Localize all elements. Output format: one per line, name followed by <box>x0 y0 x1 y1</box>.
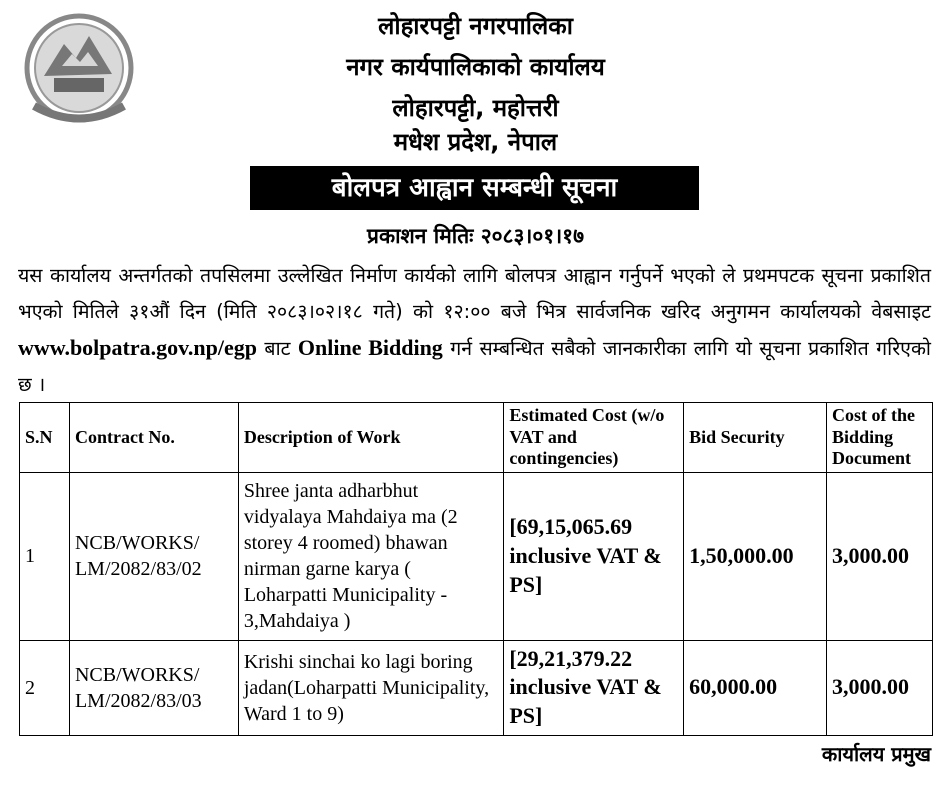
government-emblem-icon <box>14 6 144 136</box>
row-estimate: [29,21,379.22 inclusive VAT & PS] <box>504 640 684 735</box>
office-name: नगर कार्यपालिकाको कार्यालय <box>346 53 605 81</box>
office-location: लोहारपट्टी, महोत्तरी <box>392 94 559 122</box>
website-link[interactable]: www.bolpatra.gov.np/egp <box>18 335 257 360</box>
body-text-2: बाट <box>257 337 298 360</box>
row-contract: NCB/WORKS/ LM/2082/83/03 <box>69 640 238 735</box>
online-bidding-text: Online Bidding <box>297 335 443 360</box>
row-description: Shree janta adharbhut vidyalaya Mahdaiya ma (2 storey 4 roomed) bhawan nirman garne karya ( Loharpatti Municipality - 3,Mahdaiya ) <box>238 472 504 640</box>
header-doc-cost: Cost of the Bidding Document <box>827 403 933 473</box>
body-text-3: गर्न सम्बन्धित सबैको जानकारीका लागि यो सूचना प्रकाशित गरिएको छ । <box>18 337 931 396</box>
row-doc-cost: 3,000.00 <box>827 640 933 735</box>
row-sn: 2 <box>20 640 70 735</box>
row-sn: 1 <box>20 472 70 640</box>
body-text-1: यस कार्यालय अन्तर्गतको तपसिलमा उल्लेखित निर्माण कार्यको लागि बोलपत्र आह्वान गर्नुपर्ने भएको ले प्रथमपटक सूचना प्रकाशित भएको मितिले ३१औं दिन (मिति २०८३।०२।१८ गते) को १२:०० बजे भित्र सार्वजनिक खरिद अनुगमन कार्यालयको वेबसाइट <box>18 264 931 323</box>
header-contract: Contract No. <box>69 403 238 473</box>
municipality-name: लोहारपट्टी नगरपालिका <box>378 12 573 40</box>
row-security: 1,50,000.00 <box>684 472 827 640</box>
office-chief-signature: कार्यालय प्रमुख <box>821 742 931 766</box>
header-description: Description of Work <box>238 403 504 473</box>
row-doc-cost: 3,000.00 <box>827 472 933 640</box>
table-row <box>20 640 933 735</box>
province-country: मधेश प्रदेश, नेपाल <box>393 128 558 156</box>
table-row <box>20 472 933 640</box>
publish-date: प्रकाशन मितिः २०८३।०१।१७ <box>367 224 584 248</box>
row-description: Krishi sinchai ko lagi boring jadan(Loharpatti Municipality, Ward 1 to 9) <box>238 640 504 735</box>
row-security: 60,000.00 <box>684 640 827 735</box>
row-contract: NCB/WORKS/ LM/2082/83/02 <box>69 472 238 640</box>
table-header-row <box>20 403 933 473</box>
header-sn: S.N <box>20 403 70 473</box>
row-estimate: [69,15,065.69 inclusive VAT & PS] <box>504 472 684 640</box>
notice-body <box>18 258 931 403</box>
notice-title: बोलपत्र आह्वान सम्बन्धी सूचना <box>250 166 699 210</box>
header-estimate: Estimated Cost (w/o VAT and contingencies) <box>504 403 684 473</box>
tender-table <box>19 402 933 736</box>
header-security: Bid Security <box>684 403 827 473</box>
